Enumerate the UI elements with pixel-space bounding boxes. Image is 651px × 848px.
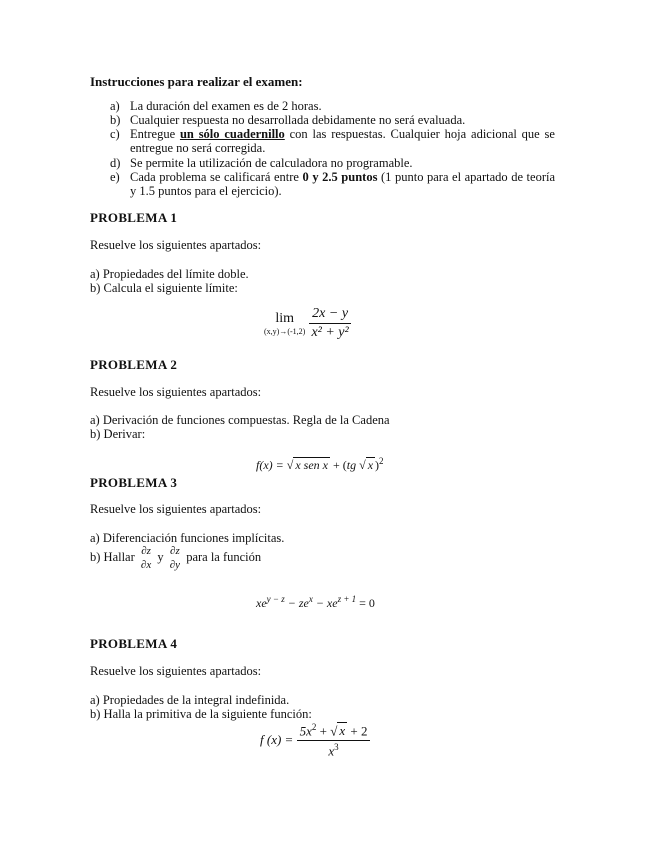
problem-3-intro: Resuelve los siguientes apartados: <box>90 502 262 516</box>
problem-3-title: PROBLEMA 3 <box>90 475 178 490</box>
instruction-item: c) Entregue un sólo cuadernillo con las respuestas. Cualquier hoja adicional que se entregue no será corregida. <box>110 127 555 155</box>
problem-4-formula: f (x) = $\frac{5x^2 + √ x + 2}{x^3}$ <box>260 722 370 760</box>
problem-1-intro: Resuelve los siguientes apartados: <box>90 238 262 252</box>
problem-1-item-b: b) Calcula el siguiente límite: <box>90 281 238 295</box>
problem-1-item-a: a) Propiedades del límite doble. <box>90 267 249 281</box>
problem-4-item-b: b) Halla la primitiva de la siguiente función: <box>90 707 312 721</box>
problem-2-item-b: b) Derivar: <box>90 427 146 441</box>
problem-4-title: PROBLEMA 4 <box>90 636 178 651</box>
problem-3-item-a: a) Diferenciación funciones implícitas. <box>90 531 285 545</box>
problem-3-item-b: b) Hallar ∂z ∂x y ∂z ∂y para la función <box>90 545 262 571</box>
problem-4-intro: Resuelve los siguientes apartados: <box>90 664 262 678</box>
page-title: Instrucciones para realizar el examen: <box>90 74 303 89</box>
problem-1-formula: lim (x,y)→(-1,2) $\frac{2x - y}{\text{x² + y²}}$ <box>264 306 352 341</box>
problem-4-item-a: a) Propiedades de la integral indefinida. <box>90 693 290 707</box>
problem-3-formula: $xe^{y - z} - ze^x - xe^{z + 1} = 0$ <box>256 594 375 610</box>
instruction-item: a) La duración del examen es de 2 horas. <box>110 99 322 113</box>
problem-2-intro: Resuelve los siguientes apartados: <box>90 385 262 399</box>
instruction-item: e) Cada problema se calificará entre 0 y 2.5 puntos (1 punto para el apartado de teoría y 1.5 puntos para el ejercicio). <box>110 170 556 198</box>
problem-1-title: PROBLEMA 1 <box>90 210 178 225</box>
instruction-item: d) Se permite la utilización de calculadora no programable. <box>110 156 413 170</box>
problem-2-item-a: a) Derivación de funciones compuestas. Regla de la Cadena <box>90 413 390 427</box>
instruction-item: b) Cualquier respuesta no desarrollada debidamente no será evaluada. <box>110 113 466 127</box>
problem-2-title: PROBLEMA 2 <box>90 357 178 372</box>
problem-2-formula: f(x) = √ x sen x + (tg √ x )$^2$ <box>256 456 384 472</box>
